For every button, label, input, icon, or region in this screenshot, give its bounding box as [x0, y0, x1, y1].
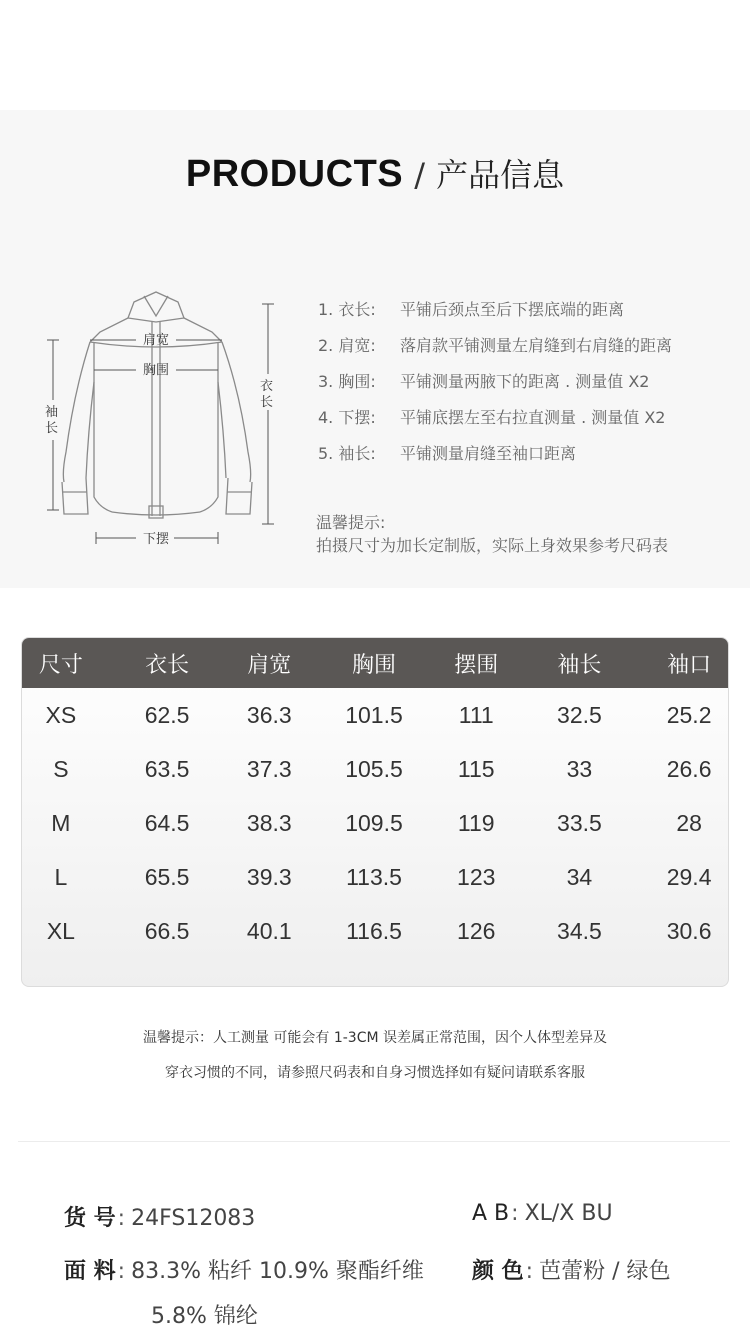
table-cell: 63.5 [144, 755, 190, 782]
definition-desc: 平铺底摆左至右拉直测量 . 测量值 X2 [400, 407, 666, 427]
table-cell: 123 [457, 863, 496, 890]
table-cell: 66.5 [144, 917, 190, 944]
definition-term: 4. 下摆: [318, 407, 376, 427]
table-cell: 28 [676, 809, 702, 836]
definition-term: 2. 肩宽: [318, 335, 376, 355]
sku-label: 货 号 [64, 1206, 116, 1231]
fabric-value-2: 5.8% 锦纶 [151, 1304, 258, 1329]
label-chest: 胸围 [142, 363, 170, 378]
table-cell: 38.3 [246, 809, 292, 836]
header-chest: 胸围 [352, 652, 397, 678]
definition-desc: 平铺测量肩缝至袖口距离 [400, 443, 577, 463]
definition-term: 5. 袖长: [318, 443, 376, 463]
table-cell: M [51, 809, 71, 836]
table-cell: L [54, 863, 68, 890]
label-hem: 下摆 [142, 532, 170, 547]
table-cell: 34.5 [557, 917, 602, 944]
table-cell: 29.4 [666, 863, 712, 890]
fabric-label: 面 料 [64, 1259, 116, 1284]
definition-row [318, 434, 738, 470]
sku-field: 货 号: 24FS12083 [64, 1206, 256, 1231]
photo-tip-text: 拍摄尺寸为加长定制版，实际上身效果参考尺码表 [316, 536, 669, 555]
header-size: 尺寸 [38, 652, 83, 678]
table-cell: 105.5 [345, 755, 403, 782]
label-length: 衣长 [260, 379, 274, 410]
definition-term: 1. 衣长: [318, 299, 376, 319]
ab-field: A B: XL/X BU [472, 1201, 613, 1226]
measurement-definitions [318, 290, 738, 470]
table-cell: 36.3 [246, 701, 292, 728]
heading-separator: / [414, 156, 425, 194]
color-value: 芭蕾粉 / 绿色 [539, 1259, 671, 1284]
table-row [22, 796, 728, 850]
table-row [22, 904, 728, 958]
heading-english: PRODUCTS [185, 153, 404, 195]
measurement-note-line-1: 温馨提示：人工测量 可能会有 1-3CM 误差属正常范围，因个人体型差异及 [142, 1030, 608, 1046]
definition-row [318, 362, 738, 398]
color-field: 颜 色: 芭蕾粉 / 绿色 [472, 1259, 671, 1284]
table-row [22, 850, 728, 904]
table-cell: 62.5 [144, 701, 190, 728]
table-cell: 32.5 [557, 701, 602, 728]
definition-desc: 平铺后颈点至后下摆底端的距离 [400, 299, 625, 319]
table-cell: 25.2 [666, 701, 712, 728]
table-cell: 64.5 [144, 809, 190, 836]
table-cell: 65.5 [144, 863, 190, 890]
table-cell: 126 [457, 917, 496, 944]
table-cell: 101.5 [345, 701, 403, 728]
table-cell: 113.5 [346, 863, 402, 890]
table-cell: 33.5 [557, 809, 602, 836]
header-length: 衣长 [145, 652, 190, 678]
table-cell: 33 [566, 755, 593, 782]
definition-term: 3. 胸围: [318, 371, 376, 391]
fabric-value: 83.3% 粘纤 10.9% 聚酯纤维 [131, 1259, 424, 1284]
table-cell: XL [46, 917, 75, 944]
fabric-value-line-2 [151, 1299, 258, 1330]
header-shoulder: 肩宽 [247, 652, 292, 678]
table-cell: 115 [457, 755, 495, 782]
definition-desc: 平铺测量两腋下的距离 . 测量值 X2 [400, 371, 650, 391]
table-cell: 34 [566, 863, 593, 890]
label-sleeve: 袖长 [45, 405, 59, 436]
table-row [22, 688, 728, 742]
label-shoulder: 肩宽 [142, 333, 170, 348]
table-cell: 37.3 [246, 755, 292, 782]
color-label: 颜 色 [472, 1259, 524, 1284]
table-cell: 40.1 [246, 917, 292, 944]
definition-row [318, 398, 738, 434]
heading-chinese: 产品信息 [436, 156, 565, 194]
shirt-outline-icon [28, 282, 286, 554]
ab-value: XL/X BU [524, 1201, 613, 1226]
table-row [22, 742, 728, 796]
table-cell: 116.5 [346, 917, 402, 944]
divider [18, 1141, 730, 1142]
header-hem: 摆围 [454, 652, 499, 678]
sku-value: 24FS12083 [131, 1206, 256, 1231]
header-cuff: 袖口 [667, 652, 712, 678]
size-table [21, 637, 729, 987]
definition-desc: 落肩款平铺测量左肩缝到右肩缝的距离 [400, 335, 673, 355]
header-sleeve: 袖长 [557, 652, 602, 678]
definition-row [318, 326, 738, 362]
table-cell: 30.6 [666, 917, 712, 944]
measurement-note-line-2: 穿衣习惯的不同，请参照尺码表和自身习惯选择如有疑问请联系客服 [165, 1065, 585, 1081]
photo-tip [316, 511, 668, 557]
table-cell: 119 [457, 809, 495, 836]
table-cell: 111 [458, 701, 494, 728]
table-cell: 26.6 [666, 755, 712, 782]
fabric-field: 面 料: 83.3% 粘纤 10.9% 聚酯纤维 [64, 1259, 424, 1284]
table-cell: 109.5 [345, 809, 403, 836]
size-table-header [22, 638, 728, 688]
photo-tip-label: 温馨提示: [316, 513, 386, 532]
ab-label: A B [472, 1201, 510, 1226]
table-cell: S [53, 755, 69, 782]
section-heading [0, 150, 750, 196]
table-cell: 39.3 [246, 863, 292, 890]
table-cell: XS [45, 701, 77, 728]
definition-row [318, 290, 738, 326]
